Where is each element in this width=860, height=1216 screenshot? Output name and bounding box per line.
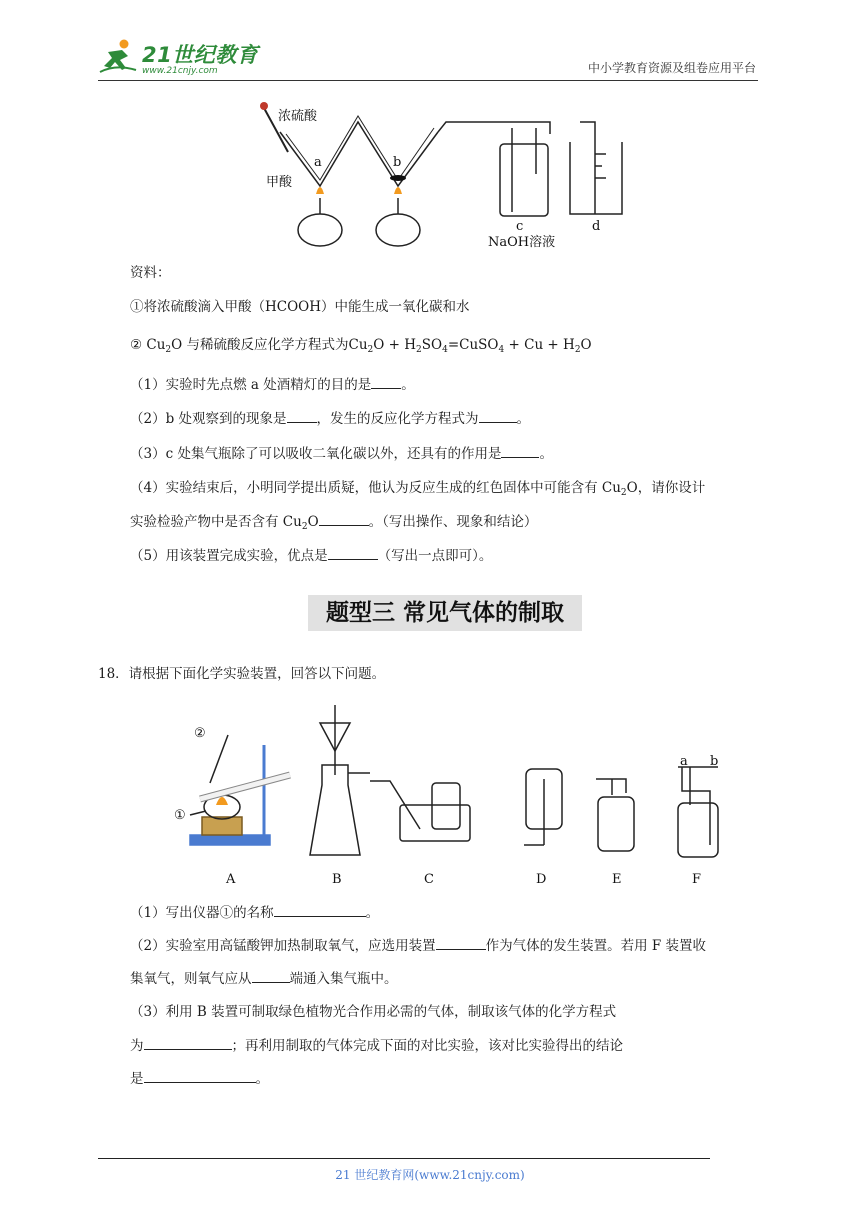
mat2-eq-d: =CuSO [447,337,499,353]
q18-part-2-line2 [130,968,398,989]
q17-s3-text: （3）c 处集气瓶除了可以吸收二氧化碳以外，还具有的作用是 [130,446,502,462]
mat2-eq-b: O + H [373,337,417,353]
q17-part-4-line2 [130,511,537,537]
q17-part-5 [130,545,492,566]
label-tube-a: a [680,754,688,769]
apparatus-label-c: C [424,872,434,887]
mat2-eq-c: SO [421,337,443,353]
q18-part-3-line2 [130,1035,623,1056]
q18-part-3-line3 [130,1068,269,1089]
mat2-eq-b-sub: 2 [416,345,422,355]
q18-s1-end: 。 [365,905,380,921]
answer-blank[interactable] [328,545,378,560]
q17-s4b-text: 实验检验产物中是否含有 Cu [130,514,302,530]
section-title: 题型三 常见气体的制取 [308,595,582,631]
q17-s5a-text: （5）用该装置完成实验，优点是 [130,548,328,564]
label-formic-acid: 甲酸 [266,175,293,190]
q17-s2b-text: ，发生的反应化学方程式为 [316,411,479,427]
answer-blank[interactable] [479,408,517,423]
answer-blank[interactable] [287,408,317,423]
q18-s2d-text: 端通入集气瓶中。 [289,971,398,987]
footer-link[interactable]: 21 世纪教育网(www.21cnjy.com) [335,1168,525,1182]
q18-part-1 [130,902,379,923]
apparatus-label-f: F [692,872,702,887]
site-logo[interactable] [98,36,258,76]
mat2-mid: O 与稀硫酸反应化学方程式为 [171,337,349,353]
q17-s2-end: 。 [516,411,531,427]
q18-s3-end: 。 [255,1071,269,1087]
label-naoh-solution: NaOH溶液 [488,235,556,250]
label-b: b [393,155,402,170]
mat2-eq-f: O [580,337,592,353]
q17-s4a-end: O，请你设计 [626,480,706,496]
q18-s3c-text: ；再利用制取的气体完成下面的对比实验，该对比实验得出的结论 [231,1038,623,1054]
gas-apparatus-figure [170,695,730,895]
mat2-eq-a: Cu [348,337,368,353]
answer-blank[interactable] [319,511,369,526]
q18-s1-text: （1）写出仪器①的名称 [130,905,274,921]
co-apparatus-figure [250,94,630,254]
q17-part-2 [130,408,530,429]
q17-s4b-end: 。（写出操作、现象和结论） [368,514,538,530]
q17-s4b-sub: 2 [301,522,308,532]
label-conc-sulfuric-acid: 浓硫酸 [278,109,318,124]
q18-part-3-line1: （3）利用 B 装置可制取绿色植物光合作用必需的气体，制取该气体的化学方程式 [130,1004,617,1020]
material-item-2 [130,335,592,360]
header-platform-text: 中小学教育资源及组卷应用平台 [587,61,756,75]
answer-blank[interactable] [371,374,401,389]
answer-blank[interactable] [501,443,539,458]
material-heading: 资料： [130,265,171,281]
answer-blank[interactable] [436,935,486,950]
runner-logo-icon [98,38,138,76]
label-d: d [592,219,601,234]
mat2-eq-e: + Cu + H [504,337,575,353]
mat2-eq-d-sub: 4 [498,345,505,355]
label-a: a [314,155,322,170]
q18-s3d-text: 是 [130,1071,144,1087]
label-tube-b: b [710,754,719,769]
answer-blank[interactable] [144,1035,232,1050]
label-c: c [516,219,524,234]
mat2-prefix: ② Cu [130,337,166,353]
q17-s4a-text: （4）实验结束后，小明同学提出质疑，他认为反应生成的红色固体中可能含有 Cu [130,480,621,496]
apparatus-label-a: A [226,872,236,887]
q18-s3b-text: 为 [130,1038,144,1054]
q17-s5-end: （写出一点即可）。 [377,548,493,564]
answer-blank[interactable] [144,1068,256,1083]
q18-s2b-text: 作为气体的发生装置。若用 F 装置收 [485,938,707,954]
q17-part-4-line1 [130,478,705,503]
logo-sub-text: www.21cnjy.com [142,66,218,76]
q17-s4b-mid: O [307,514,319,530]
q17-part-1 [130,374,415,395]
mat2-eq-c-sub: 4 [442,345,448,355]
q17-s2a-text: （2）b 处观察到的现象是 [130,411,287,427]
logo-main-text: 21世纪教育 [142,43,259,67]
apparatus-label-d: D [536,872,547,887]
answer-blank[interactable] [274,902,366,917]
mark-circle-1: ① [174,808,186,823]
material-item-1: ①将浓硫酸滴入甲酸（HCOOH）中能生成一氧化碳和水 [130,299,470,315]
footer-divider [98,1158,710,1159]
q17-s4a-sub: 2 [620,488,627,498]
q17-s1-end: 。 [401,377,415,393]
mat2-eq-a-sub: 2 [367,345,374,355]
q18-part-2-line1 [130,935,706,956]
q17-s1-text: （1）实验时先点燃 a 处酒精灯的目的是 [130,377,372,393]
answer-blank[interactable] [252,968,290,983]
mark-circle-2: ② [194,726,206,741]
page-header [98,30,758,81]
apparatus-label-b: B [332,872,342,887]
mat2-sub1: 2 [165,345,172,355]
q18-stem: 18．请根据下面化学实验装置，回答以下问题。 [98,666,386,682]
q18-s2c-text: 集氧气，则氧气应从 [130,971,252,987]
q17-part-3 [130,443,553,464]
q18-s2a-text: （2）实验室用高锰酸钾加热制取氧气，应选用装置 [130,938,436,954]
mat2-eq-e-sub: 2 [574,345,581,355]
apparatus-label-e: E [612,872,622,887]
q17-s3-end: 。 [539,446,553,462]
